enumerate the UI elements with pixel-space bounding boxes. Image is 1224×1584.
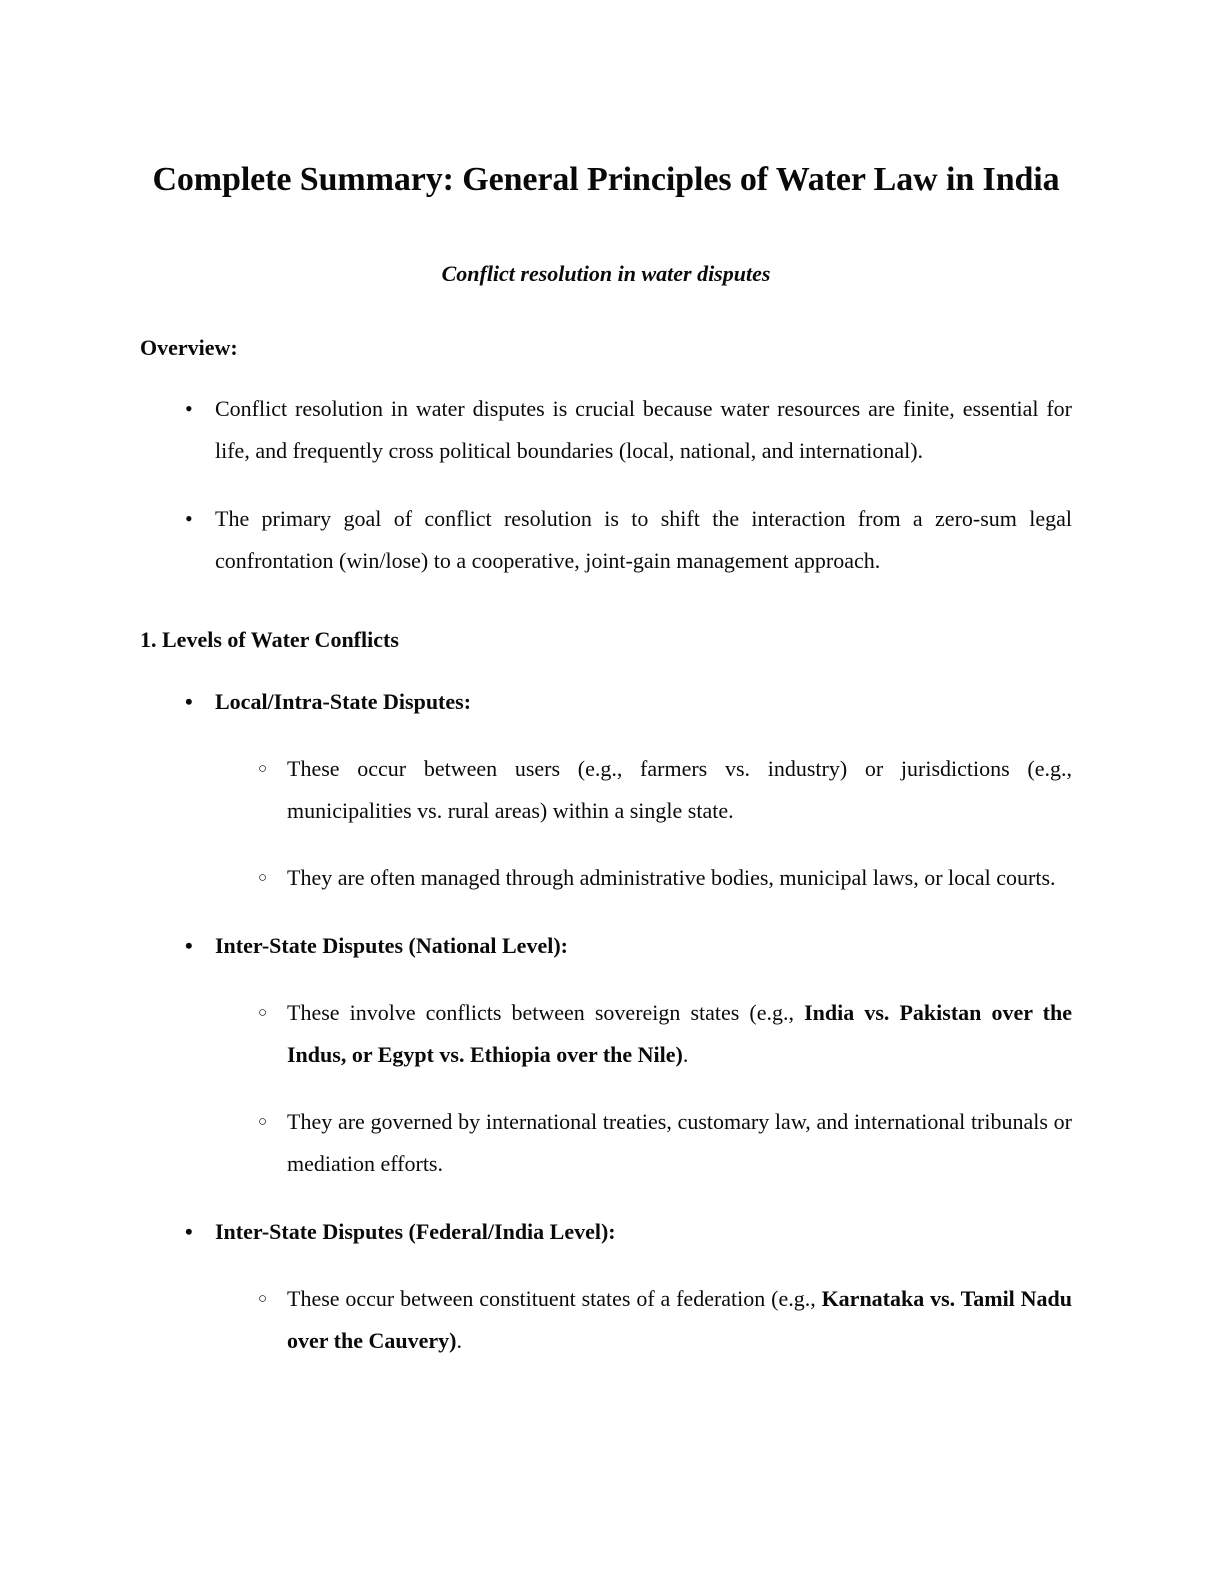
list-item — [215, 1278, 1072, 1362]
dispute-level-label: Inter-State Disputes (National Level): — [215, 933, 568, 959]
list-item — [140, 681, 1072, 899]
overview-bullet-text: Conflict resolution in water disputes is crucial because water resources are finite, essential for life, and frequently cross political boundaries (local, national, and international). — [215, 396, 1072, 464]
list-item — [140, 388, 1072, 472]
sub-bullet-tail: . — [682, 1042, 689, 1068]
sub-bullet-lead: They are often managed through administrative bodies, municipal laws, or local courts. — [287, 865, 1056, 891]
overview-heading: Overview: — [140, 334, 238, 360]
sub-bullet-lead: These occur between users (e.g., farmers vs. industry) or jurisdictions (e.g., municipalities vs. rural areas) within a single state. — [287, 756, 1072, 824]
sub-bullet-lead: These involve conflicts between sovereign states (e.g., — [287, 1000, 805, 1026]
sub-bullet-list — [215, 748, 1072, 899]
list-item — [215, 1101, 1072, 1185]
list-item — [215, 992, 1072, 1076]
list-item — [215, 857, 1072, 899]
document-subtitle: Conflict resolution in water disputes — [441, 261, 771, 287]
sub-bullet-list — [215, 1278, 1072, 1362]
sub-bullet-emphasis: India vs. Pakistan over the Indus, or Egypt vs. Ethiopia over the Nile) — [287, 1000, 1072, 1068]
sub-bullet-tail: . — [456, 1328, 462, 1354]
dispute-level-label: Local/Intra-State Disputes: — [215, 689, 472, 715]
sub-bullet-lead: They are governed by international treaties, customary law, and international tribunals or mediation efforts. — [287, 1109, 1072, 1177]
sub-bullet-lead: These occur between constituent states of a federation (e.g., — [287, 1286, 822, 1312]
sub-bullet-list — [215, 992, 1072, 1185]
sub-bullet-emphasis: Karnataka vs. Tamil Nadu over the Cauvery) — [287, 1286, 1072, 1354]
list-item — [140, 1211, 1072, 1362]
levels-bullet-list — [140, 681, 1072, 1362]
document-body — [140, 0, 1072, 1362]
overview-bullet-text: The primary goal of conflict resolution is to shift the interaction from a zero-sum legal confrontation (win/lose) to a cooperative, joint-gain management approach. — [215, 506, 1072, 574]
overview-bullet-list — [140, 388, 1072, 582]
page-title: Complete Summary: General Principles of Water Law in India — [152, 161, 1060, 198]
section-heading-levels-of-water-conflicts: 1. Levels of Water Conflicts — [140, 627, 399, 653]
list-item — [140, 925, 1072, 1185]
dispute-level-label: Inter-State Disputes (Federal/India Level): — [215, 1219, 616, 1245]
list-item — [215, 748, 1072, 832]
list-item — [140, 498, 1072, 582]
